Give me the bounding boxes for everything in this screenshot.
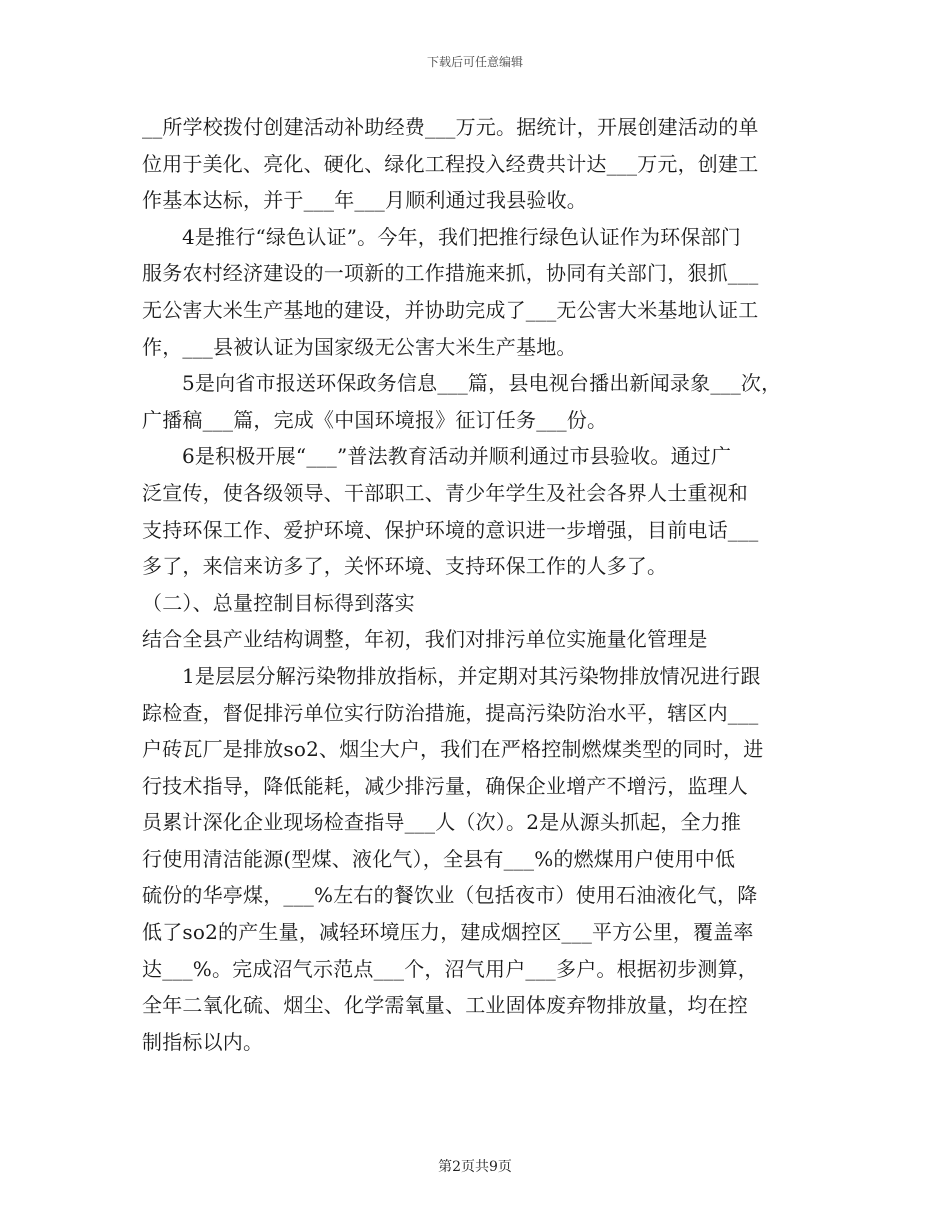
text-line: 泛宣传，使各级领导、干部职工、青少年学生及社会各界人士重视和 — [142, 480, 748, 505]
paragraph-start: 1是层层分解污染物排放指标，并定期对其污染物排放情况进行跟 — [182, 663, 761, 688]
body-text — [142, 109, 810, 1060]
text-line: 服务农村经济建设的一项新的工作措施来抓，协同有关部门，狠抓___ — [142, 261, 759, 286]
text-line: 多了，来信来访多了，关怀环境、支持环保工作的人多了。 — [142, 554, 668, 579]
text-line: 广播稿___篇，完成《中国环境报》征订任务___份。 — [142, 407, 608, 432]
text-line: 无公害大米生产基地的建设，并协助完成了___无公害大米基地认证工 — [142, 297, 759, 322]
text-line: __所学校拨付创建活动补助经费___万元。据统计，开展创建活动的单 — [142, 115, 759, 139]
text-line: 踪检查，督促排污单位实行防治措施，提高污染防治水平，辖区内___ — [142, 700, 759, 725]
paragraph-start: 5是向省市报送环保政务信息___篇，县电视台播出新闻录象___次， — [182, 371, 782, 396]
text-line: 硫份的华亭煤，___%左右的餐饮业（包括夜市）使用石油液化气，降 — [142, 883, 758, 908]
text-line: 支持环保工作、爱护环境、保护环境的意识进一步增强，目前电话___ — [142, 517, 759, 542]
section-heading: （二）、总量控制目标得到落实 — [142, 590, 415, 615]
text-line: 达___%。完成沼气示范点___个，沼气用户___多户。根据初步测算， — [142, 956, 759, 981]
text-line: 全年二氧化硫、烟尘、化学需氧量、工业固体废弃物排放量，均在控 — [142, 993, 748, 1018]
page-number: 第2页共9页 — [438, 1159, 512, 1175]
text-line: 行技术指导，降低能耗，减少排污量，确保企业增产不增污，监理人 — [142, 773, 748, 798]
text-line: 制指标以内。 — [142, 1029, 264, 1054]
text-line: 作基本达标，并于___年___月顺利通过我县验收。 — [142, 188, 587, 213]
text-line: 位用于美化、亮化、硬化、绿化工程投入经费共计达___万元，创建工 — [142, 151, 759, 176]
text-line: 行使用清洁能源(型煤、液化气），全县有___%的燃煤用户使用中低 — [142, 846, 736, 871]
header-note: 下载后可任意编辑 — [426, 55, 523, 69]
text-line: 结合全县产业结构调整，年初，我们对排污单位实施量化管理是 — [142, 627, 708, 652]
text-line: 户砖瓦厂是排放so2、烟尘大户，我们在严格控制燃煤类型的同时，进 — [142, 737, 764, 762]
text-line: 作，___县被认证为国家级无公害大米生产基地。 — [142, 334, 577, 359]
text-line: 低了so2的产生量，减轻环境压力，建成烟控区___平方公里，覆盖率 — [142, 920, 754, 945]
paragraph-start: 4是推行“绿色认证”。今年，我们把推行绿色认证作为环保部门 — [182, 224, 741, 249]
text-line: 员累计深化企业现场检查指导___人（次）。2是从源头抓起，全力推 — [142, 810, 742, 835]
paragraph-start: 6是积极开展“___”普法教育活动并顺利通过市县验收。通过广 — [182, 444, 732, 469]
